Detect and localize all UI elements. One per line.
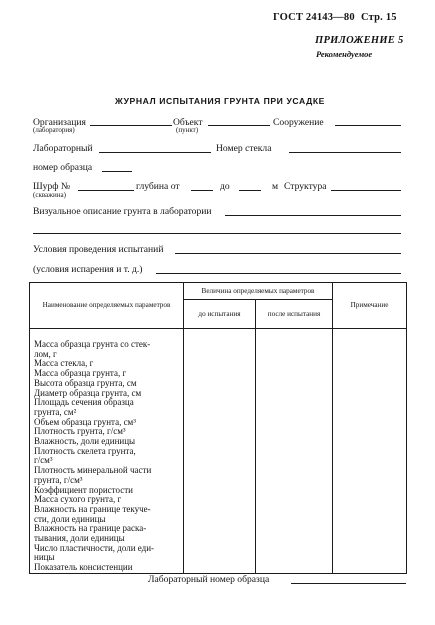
page-number: Стр. 15 [361,12,397,23]
column-header-note: Примечание [333,283,407,329]
list-item: Масса сухого грунта, г [34,494,122,505]
pit-line[interactable] [78,190,134,191]
glass-number-line[interactable] [289,152,401,153]
depth-to-line[interactable] [239,190,261,191]
list-item: грунта, г/см³ [34,474,83,485]
list-item: Плотность грунта, г/см³ [34,426,126,437]
list-item: Диаметр образца грунта, см [34,387,142,398]
visual-description-label: Визуальное описание грунта в лаборатории [33,206,212,217]
structure-label: Сооружение [273,117,324,128]
object-line[interactable] [208,125,270,126]
structure-line[interactable] [335,125,401,126]
list-item: Плотность скелета грунта, [34,445,136,456]
list-item: ницы [34,552,55,563]
before-test-cell[interactable] [184,329,256,574]
visual-description-line-1[interactable] [225,215,401,216]
list-item: Объем образца грунта, см³ [34,416,136,427]
sample-number-label: номер образца [33,162,93,173]
pit-label: Шурф № [33,181,71,192]
organization-label: Организация [33,117,86,128]
column-header-after-test: после испытания [256,300,333,329]
journal-table [29,282,407,574]
depth-from-line[interactable] [191,190,213,191]
list-item: Масса стекла, г [34,358,94,369]
column-header-values: Величина определяемых параметров [184,283,333,300]
list-item: Показатель консистенции [34,562,133,573]
lab-sample-number-line[interactable] [291,583,406,584]
test-conditions-label: Условия проведения испытаний [33,244,164,255]
standard-number: ГОСТ 24143—80 [273,12,355,23]
list-item: Коэффициент пористости [34,484,133,495]
object-label: Объект [173,117,203,128]
glass-number-label: Номер стекла [216,143,272,154]
appendix-title: ПРИЛОЖЕНИЕ 5 [315,35,404,46]
evaporation-conditions-line[interactable] [156,273,401,274]
depth-from-label: глубина от [136,181,180,192]
evaporation-conditions-label: (условия испарения и т. д.) [33,264,143,275]
document-title: ЖУРНАЛ ИСПЫТАНИЯ ГРУНТА ПРИ УСАДКЕ [115,96,326,106]
list-item: сти, доли единицы [34,513,106,524]
list-item: Число пластичности, доли еди- [34,542,155,553]
column-header-before-test: до испытания [184,300,256,329]
list-item: г/см³ [34,455,53,466]
structure2-line[interactable] [331,190,401,191]
pit-note: (скважина) [33,191,66,199]
list-item: Площадь сечения образца [34,397,134,408]
lab-line[interactable] [99,152,211,153]
sample-number-line[interactable] [102,171,132,172]
after-test-cell[interactable] [256,329,333,574]
parameters-list [30,329,184,574]
test-conditions-line[interactable] [175,253,401,254]
list-item: тывания, доли единицы [34,533,125,544]
note-cell[interactable] [333,329,407,574]
list-item: лом, г [34,348,57,359]
lab-label: Лабораторный [33,143,93,154]
list-item: Высота образца грунта, см [34,377,137,388]
visual-description-line-2[interactable] [33,233,401,234]
list-item: грунта, см² [34,406,77,417]
list-item: Плотность минеральной части [34,465,152,476]
lab-sample-number-label: Лабораторный номер образца [148,574,270,585]
depth-to-label: до [220,181,230,192]
list-item: Влажность, доли единицы [34,436,136,447]
column-header-parameters: Наименование определяемых параметров [30,283,184,329]
appendix-note: Рекомендуемое [316,49,373,59]
list-item: Масса образца грунта со стек- [34,339,151,349]
organization-note: (лаборатория) [33,126,75,134]
structure2-label: Структура [284,181,327,192]
list-item: Влажность на границе текуче- [34,503,151,514]
list-item: Масса образца грунта, г [34,368,127,379]
meters-label: м [272,181,279,192]
list-item: Влажность на границе раска- [34,523,147,534]
organization-line[interactable] [90,125,172,126]
object-note: (пункт) [176,126,199,134]
